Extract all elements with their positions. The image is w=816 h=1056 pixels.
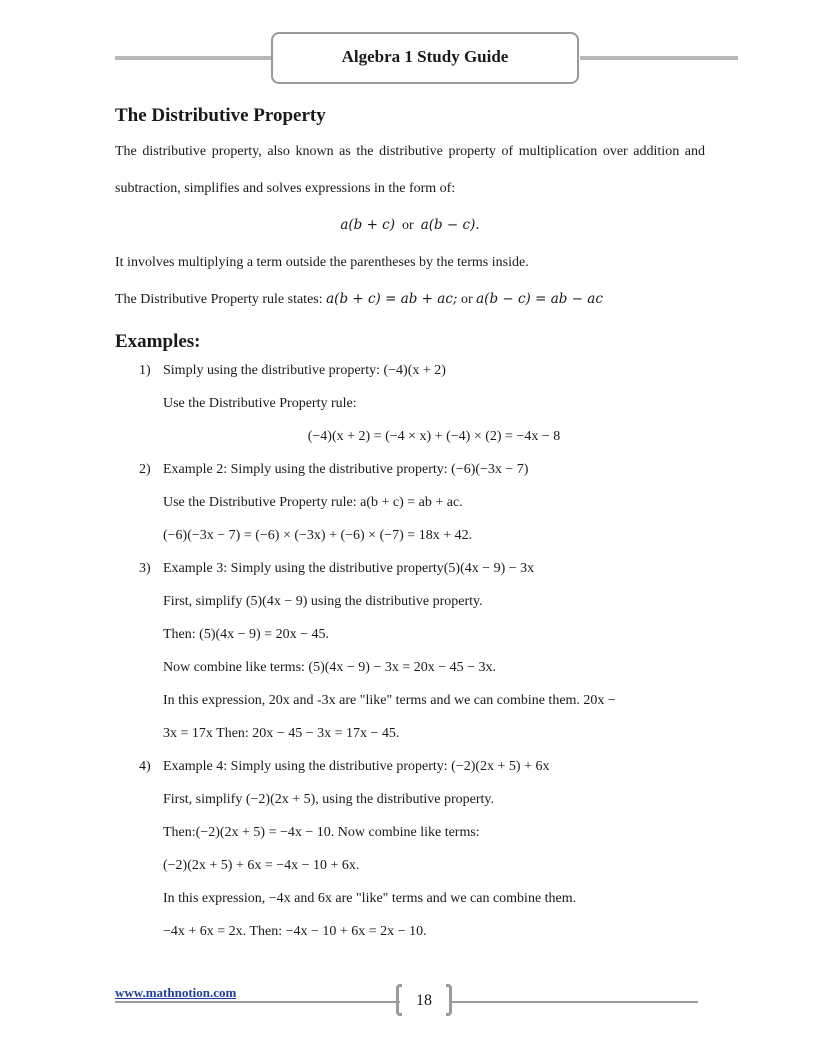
- example-number: 3): [139, 561, 151, 576]
- example-equation: (−6)(−3x − 7) = (−6) × (−3x) + (−6) × (−7) = 18x + 42.: [163, 528, 473, 543]
- rule-expression-1: a(b + c) = ab + ac;: [326, 291, 458, 307]
- example-line: Example 2: Simply using the distributive property: (−6)(−3x − 7): [163, 462, 529, 477]
- header-rule-left: [115, 56, 273, 60]
- example-number: 2): [139, 462, 151, 477]
- page-content: [115, 104, 705, 948]
- example-item-3: [115, 552, 705, 750]
- example-line: Use the Distributive Property rule:: [163, 396, 357, 411]
- header-title: Algebra 1 Study Guide: [341, 47, 509, 66]
- example-number: 1): [139, 363, 151, 378]
- example-item-2: [115, 453, 705, 552]
- header-rule-right: [580, 56, 738, 60]
- page-number-box: [396, 984, 452, 1018]
- examples-heading: Examples:: [115, 331, 201, 352]
- example-item-4: [115, 750, 705, 948]
- example-item-1: [115, 354, 705, 453]
- example-line: Use the Distributive Property rule: a(b + c) = ab + ac.: [163, 495, 463, 510]
- example-equation: (−4)(x + 2) = (−4 × x) + (−4) × (2) = −4x − 8: [307, 429, 561, 444]
- example-line: First, simplify (5)(4x − 9) using the distributive property.: [163, 594, 483, 609]
- bracket-left-icon: [396, 984, 402, 1016]
- header-title-box: [271, 32, 579, 84]
- intro-paragraph-2: It involves multiplying a term outside the parentheses by the terms inside.: [115, 255, 529, 270]
- form-expression-1: a(b + c): [340, 217, 396, 233]
- form-or: or: [402, 218, 414, 233]
- form-expression-2: a(b − c).: [420, 217, 480, 233]
- rule-or: or: [460, 292, 473, 307]
- example-line: 3x = 17x Then: 20x − 45 − 3x = 17x − 45.: [163, 726, 400, 741]
- footer-rule-left: [115, 1001, 400, 1003]
- intro-paragraph: The distributive property, also known as the distributive property of multiplication over addition and subtraction, simplifies and solves expressions in the form of:: [115, 144, 705, 196]
- rule-prefix: The Distributive Property rule states:: [115, 292, 323, 307]
- example-line: Example 4: Simply using the distributive property: (−2)(2x + 5) + 6x: [163, 759, 550, 774]
- section-title: The Distributive Property: [115, 105, 326, 126]
- example-line: First, simplify (−2)(2x + 5), using the distributive property.: [163, 792, 495, 807]
- footer-rule-right: [452, 1001, 698, 1003]
- example-line: Then: (5)(4x − 9) = 20x − 45.: [163, 627, 329, 642]
- example-line: −4x + 6x = 2x. Then: −4x − 10 + 6x = 2x − 10.: [163, 924, 427, 939]
- example-line: (−2)(2x + 5) + 6x = −4x − 10 + 6x.: [163, 858, 360, 873]
- example-line: Example 3: Simply using the distributive property(5)(4x − 9) − 3x: [163, 561, 535, 576]
- example-number: 4): [139, 759, 151, 774]
- rule-statement: [115, 281, 705, 318]
- page-number: 18: [416, 992, 432, 1009]
- example-line: In this expression, 20x and -3x are "like" terms and we can combine them. 20x −: [163, 693, 616, 708]
- example-line: Simply using the distributive property: (−4)(x + 2): [163, 363, 446, 378]
- bracket-right-icon: [446, 984, 452, 1016]
- rule-expression-2: a(b − c) = ab − ac: [476, 291, 603, 307]
- example-line: In this expression, −4x and 6x are "like" terms and we can combine them.: [163, 891, 577, 906]
- example-line: Now combine like terms: (5)(4x − 9) − 3x = 20x − 45 − 3x.: [163, 660, 497, 675]
- examples-list: [115, 354, 705, 948]
- example-line: Then:(−2)(2x + 5) = −4x − 10. Now combine like terms:: [163, 825, 480, 840]
- website-link[interactable]: www.mathnotion.com: [115, 985, 237, 1000]
- expression-forms: [115, 207, 705, 244]
